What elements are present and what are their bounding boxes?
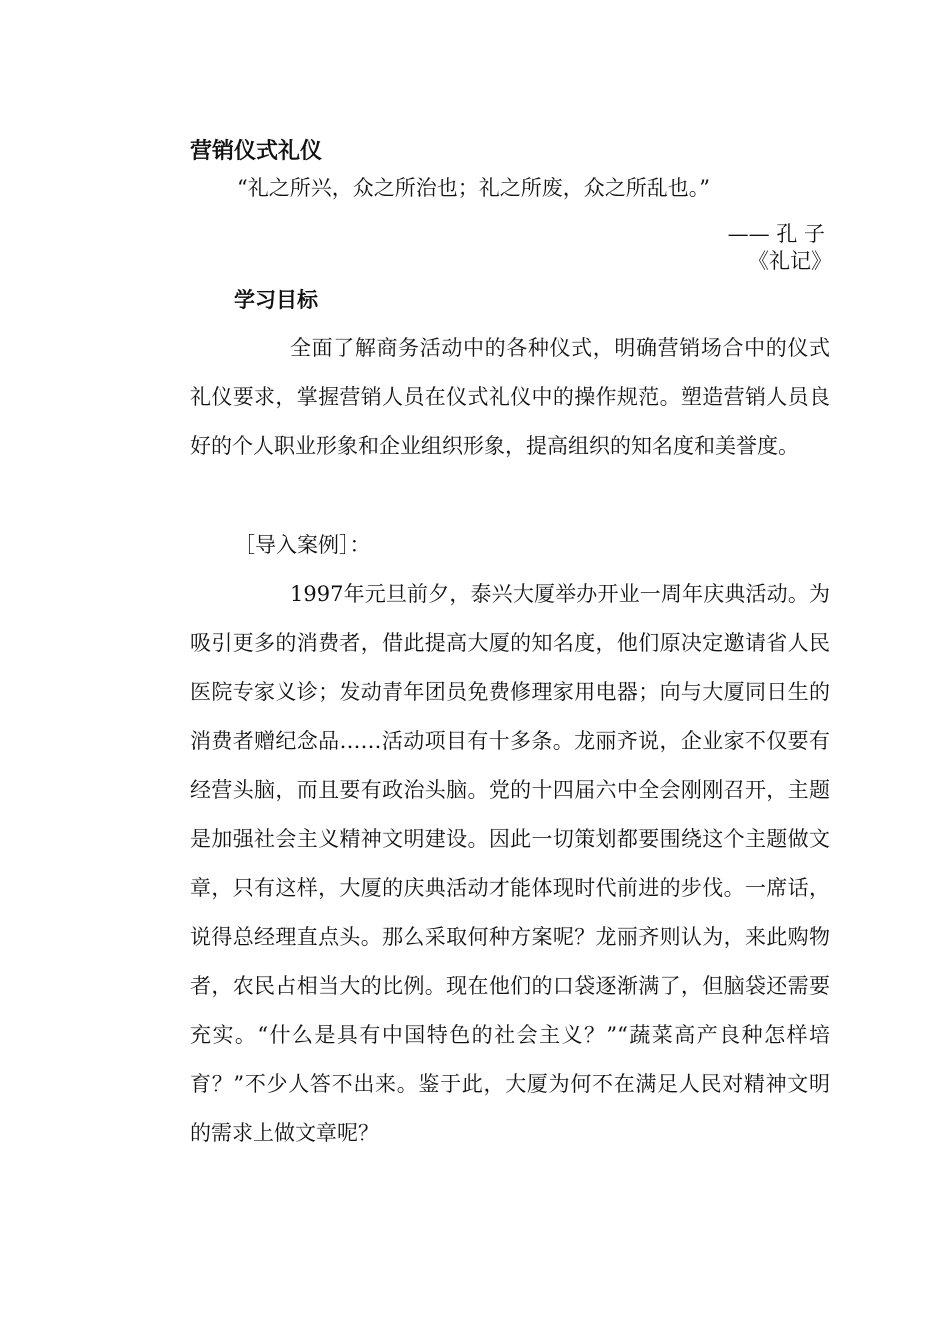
epigraph-source: 《礼记》 [748,249,832,273]
case-label: ［导入案例］： [234,533,371,557]
learning-goals-paragraph: 全面了解商务活动中的各种仪式，明确营销场合中的仪式礼仪要求，掌握营销人员在仪式礼仪中的操作规范。塑造营销人员良好的个人职业形象和企业组织形象，提高组织的知名度和美誉度。 [190,336,830,458]
document-title: 营销仪式礼仪 [190,139,323,164]
learning-goals-heading: 学习目标 [234,288,318,312]
case-paragraph: 1997年元旦前夕，泰兴大厦举办开业一周年庆典活动。为吸引更多的消费者，借此提高大厦的知名度，他们原决定邀请省人民医院专家义诊；发动青年团员免费修理家用电器；向与大厦同日生的消费者赠纪念品……活动项目有十多条。龙丽齐说，企业家不仅要有经营头脑，而且要有政治头脑。党的十四届六中全会刚刚召开，主题是加强社会主义精神文明建设。因此一切策划都要围绕这个主题做文章，只有这样，大厦的庆典活动才能体现时代前进的步伐。一席话，说得总经理直点头。那么采取何种方案呢？龙丽齐则认为，来此购物者，农民占相当大的比例。现在他们的口袋逐渐满了，但脑袋还需要充实。“什么是具有中国特色的社会主义？”“蔬菜高产良种怎样培育？”不少人答不出来。鉴于此，大厦为何不在满足人民对精神文明的需求上做文章呢？ [190,582,830,1145]
epigraph-quote: “礼之所兴，众之所治也；礼之所废，众之所乱也。” [237,176,710,200]
epigraph-author: —— 孔 子 [727,222,825,246]
